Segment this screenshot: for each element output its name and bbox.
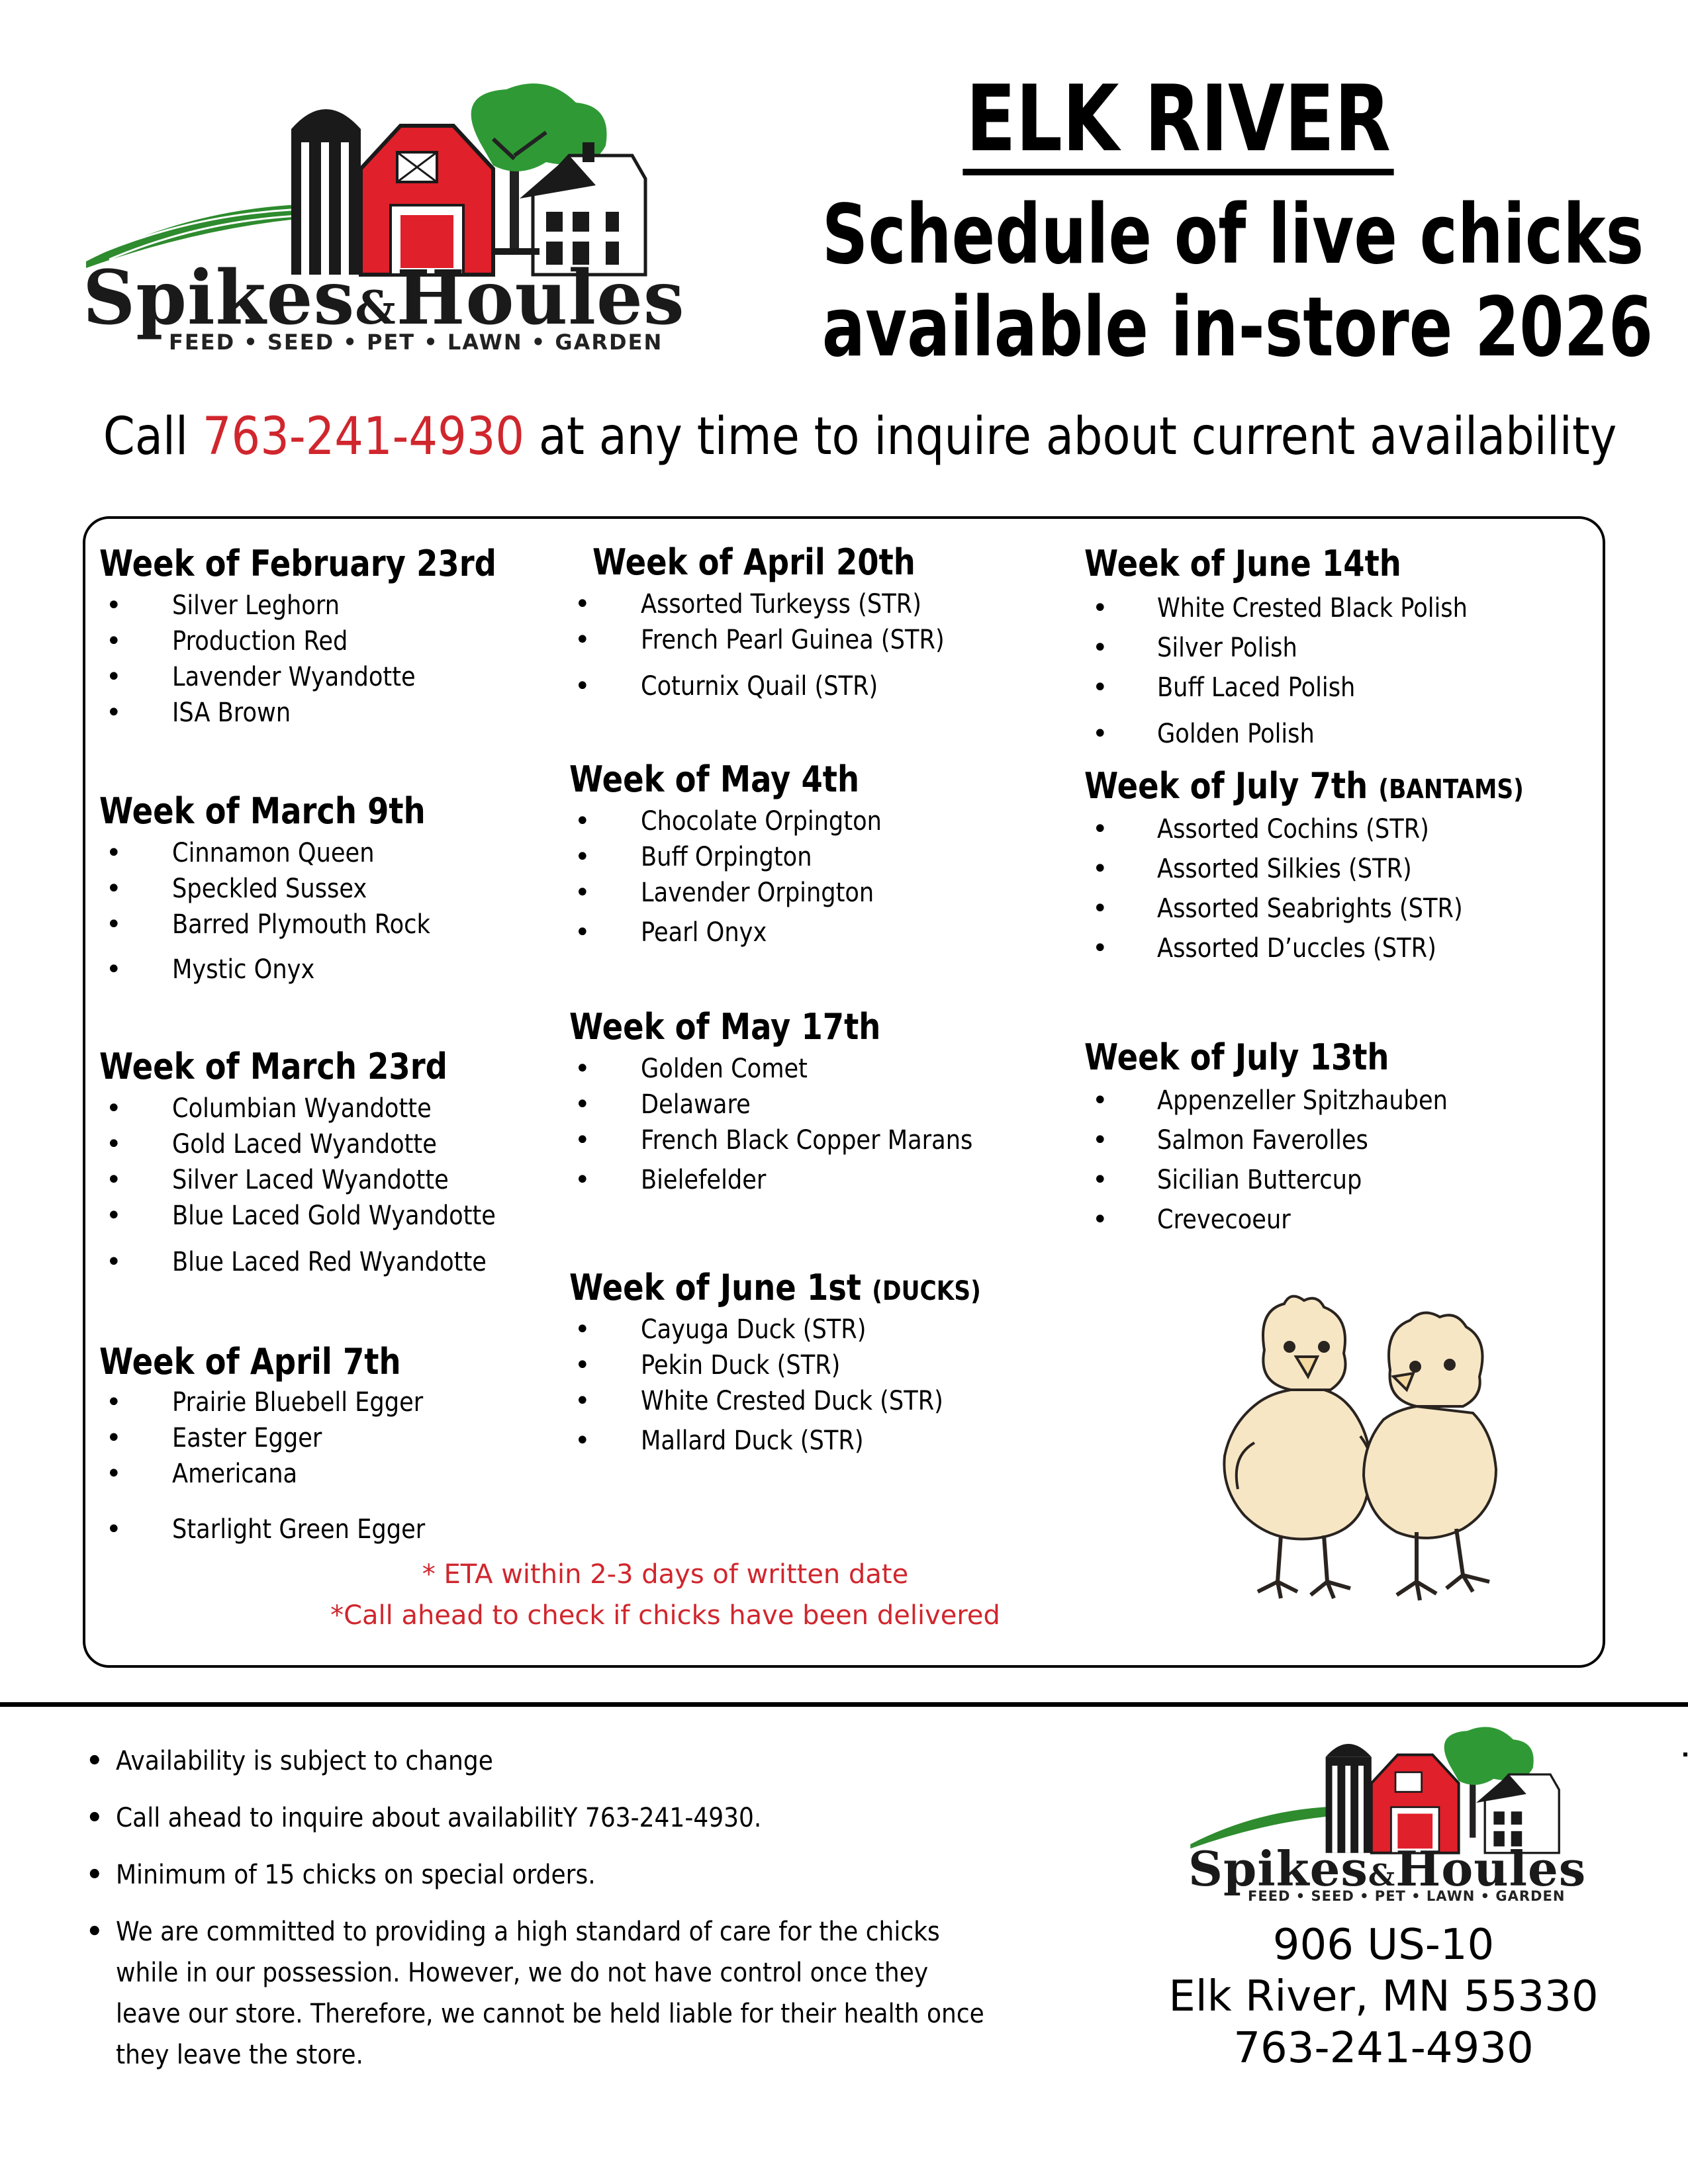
bullet-icon: •: [1092, 1205, 1108, 1235]
bullet-icon: •: [575, 1054, 590, 1084]
list-item: Appenzeller Spitzhauben: [1157, 1085, 1448, 1116]
bullet-icon: •: [1092, 854, 1108, 884]
week-heading: Week of March 23rd: [99, 1046, 447, 1087]
bullet-icon: •: [106, 954, 122, 985]
list-item: Gold Laced Wyandotte: [172, 1129, 437, 1160]
list-item: Delaware: [641, 1089, 751, 1120]
week-heading: Week of July 7th (BANTAMS): [1084, 765, 1524, 807]
week-tag: (DUCKS): [872, 1276, 981, 1306]
farm-illustration-icon: [1188, 1724, 1572, 1860]
bullet-icon: •: [106, 1165, 122, 1195]
bullet-icon: •: [575, 1386, 590, 1416]
bullet-icon: •: [106, 626, 122, 657]
bullet-icon: •: [575, 806, 590, 837]
bullet-icon: •: [575, 1165, 590, 1195]
list-item: Production Red: [172, 626, 348, 657]
bullet-icon: •: [1092, 1085, 1108, 1116]
call-line: Call 763-241-4930 at any time to inquire about current availability: [103, 407, 1617, 467]
week-heading: Week of March 9th: [99, 790, 426, 832]
list-item: Speckled Sussex: [172, 874, 367, 904]
list-item: Sicilian Buttercup: [1157, 1165, 1362, 1195]
bullet-icon: •: [106, 874, 122, 904]
bullet-icon: •: [1092, 1165, 1108, 1195]
list-item: Assorted Silkies (STR): [1157, 854, 1412, 884]
list-item: Columbian Wyandotte: [172, 1093, 432, 1124]
bullet-icon: •: [575, 1125, 590, 1156]
bullet-icon: •: [575, 842, 590, 872]
bullet-icon: •: [1092, 814, 1108, 844]
week-heading: Week of April 7th: [99, 1341, 401, 1383]
bullet-icon: •: [1092, 1125, 1108, 1156]
bullet-icon: •: [1092, 633, 1108, 663]
week-tag: (BANTAMS): [1378, 774, 1524, 805]
list-item: White Crested Duck (STR): [641, 1386, 943, 1416]
brand-tagline: FEED • SEED • PET • LAWN • GARDEN: [1248, 1888, 1566, 1904]
bullet-icon: •: [575, 1314, 590, 1345]
bullet-icon: •: [106, 909, 122, 940]
call-phone[interactable]: 763-241-4930: [202, 407, 525, 467]
list-item: Assorted D’uccles (STR): [1157, 933, 1436, 964]
list-item: Silver Polish: [1157, 633, 1297, 663]
bullet-icon: •: [1092, 933, 1108, 964]
list-item: Assorted Seabrights (STR): [1157, 893, 1463, 924]
brand-name: Spikes&Houles: [1188, 1841, 1587, 1897]
bullet-icon: •: [575, 917, 590, 948]
title-line-2: available in-store 2026: [821, 280, 1654, 375]
list-item: French Pearl Guinea (STR): [641, 625, 945, 655]
list-item: Buff Orpington: [641, 842, 812, 872]
week-heading: Week of April 20th: [592, 541, 915, 583]
title-line-1: Schedule of live chicks: [821, 187, 1644, 283]
bullet-icon: •: [575, 671, 590, 702]
week-heading: Week of May 17th: [569, 1006, 881, 1048]
bullet-icon: •: [575, 625, 590, 655]
store-address: [1165, 1919, 1602, 2074]
bullet-icon: •: [575, 1089, 590, 1120]
list-item: French Black Copper Marans: [641, 1125, 973, 1156]
bullet-icon: •: [575, 1426, 590, 1456]
week-heading: Week of February 23rd: [99, 543, 496, 584]
list-item: Silver Leghorn: [172, 590, 340, 621]
list-item: Mallard Duck (STR): [641, 1426, 864, 1456]
divider-tick: [1683, 1752, 1687, 1756]
list-item: Assorted Cochins (STR): [1157, 814, 1429, 844]
list-item: Lavender Wyandotte: [172, 662, 416, 692]
list-item: Cinnamon Queen: [172, 838, 375, 868]
week-heading: Week of June 14th: [1084, 543, 1401, 584]
list-item: Coturnix Quail (STR): [641, 671, 878, 702]
address-street: 906 US-10: [1272, 1921, 1495, 1970]
list-item: Bielefelder: [641, 1165, 767, 1195]
list-item: Golden Polish: [1157, 719, 1315, 749]
bullet-icon: •: [1092, 593, 1108, 623]
week-heading: Week of July 13th: [1084, 1036, 1389, 1078]
list-item: Prairie Bluebell Egger: [172, 1387, 424, 1418]
page-title: [722, 66, 1654, 375]
bullet-icon: •: [106, 1093, 122, 1124]
list-item: Blue Laced Red Wyandotte: [172, 1247, 487, 1277]
divider: [0, 1702, 1688, 1707]
address-phone[interactable]: 763-241-4930: [1233, 2024, 1534, 2073]
eta-note: * ETA within 2-3 days of written date: [422, 1559, 909, 1590]
list-item: Mystic Onyx: [172, 954, 315, 985]
list-item: Blue Laced Gold Wyandotte: [172, 1201, 496, 1231]
bullet-icon: •: [106, 1387, 122, 1418]
list-item: Crevecoeur: [1157, 1205, 1291, 1235]
list-item: Easter Egger: [172, 1423, 322, 1453]
week-heading: Week of June 1st (DUCKS): [569, 1267, 981, 1308]
bullet-icon: •: [106, 590, 122, 621]
address-city: Elk River, MN 55330: [1168, 1972, 1599, 2021]
bullet-icon: •: [1092, 672, 1108, 703]
brand-logo-bottom: [1188, 1724, 1587, 1906]
bullet-icon: •: [1092, 719, 1108, 749]
bullet-icon: •: [106, 1201, 122, 1231]
list-item: Chocolate Orpington: [641, 806, 882, 837]
list-item: Golden Comet: [641, 1054, 808, 1084]
bullet-icon: •: [575, 878, 590, 908]
list-item: ISA Brown: [172, 698, 291, 728]
bullet-icon: •: [575, 589, 590, 619]
list-item: Barred Plymouth Rock: [172, 909, 430, 940]
list-item: Assorted Turkeyss (STR): [641, 589, 921, 619]
list-item: Cayuga Duck (STR): [641, 1314, 867, 1345]
list-item: Starlight Green Egger: [172, 1514, 426, 1545]
brand-tagline: FEED • SEED • PET • LAWN • GARDEN: [169, 330, 663, 355]
list-item: Salmon Faverolles: [1157, 1125, 1368, 1156]
week-heading: Week of May 4th: [569, 758, 860, 800]
list-item: Silver Laced Wyandotte: [172, 1165, 449, 1195]
location-title: ELK RIVER: [962, 69, 1393, 175]
bullet-icon: •: [106, 1459, 122, 1489]
list-item: Pearl Onyx: [641, 917, 767, 948]
bullet-icon: •: [1092, 893, 1108, 924]
brand-logo-top: [83, 79, 685, 357]
list-item: Buff Laced Polish: [1157, 672, 1356, 703]
bullet-icon: •: [106, 1423, 122, 1453]
bullet-icon: •: [106, 1129, 122, 1160]
bullet-icon: •: [106, 1247, 122, 1277]
bullet-icon: •: [575, 1350, 590, 1381]
list-item: Americana: [172, 1459, 298, 1489]
list-item: Pekin Duck (STR): [641, 1350, 841, 1381]
list-item: Lavender Orpington: [641, 878, 874, 908]
bullet-icon: •: [106, 662, 122, 692]
list-item: White Crested Black Polish: [1157, 593, 1468, 623]
bullet-icon: •: [106, 838, 122, 868]
bullet-icon: •: [106, 698, 122, 728]
delivery-note: *Call ahead to check if chicks have been delivered: [330, 1600, 1000, 1631]
farm-illustration-icon: [83, 79, 665, 285]
brand-name: Spikes&Houles: [83, 255, 685, 341]
bullet-icon: •: [106, 1514, 122, 1545]
